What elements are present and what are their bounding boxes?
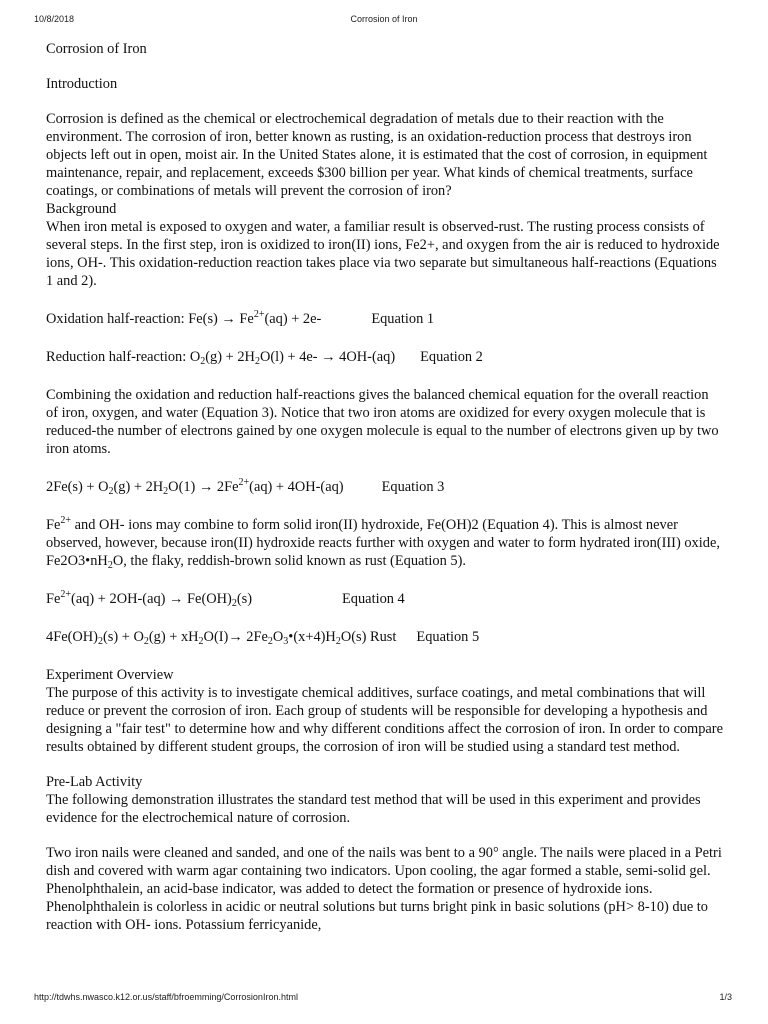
overview-heading: Experiment Overview <box>46 667 174 683</box>
combine-paragraph: Combining the oxidation and reduction half-reactions gives the balanced chemical equation for the overall reaction of iron, oxygen, and water (Equation 3). Notice that two iron atoms are oxidized for every oxygen molecule that is reduced-the number of electrons gained by one oxygen molecule is equal to the number of electrons given up by two iron atoms. <box>46 387 719 457</box>
doc-title: Corrosion of Iron <box>46 41 147 57</box>
equation-2: Reduction half-reaction: $O_2(g) + 2H_2O(l) + 4e- \to 4OH-(aq)$ Equation 2 <box>46 349 483 367</box>
equation-3: $2Fe(s) + O_2(g) + 2H_2O(1) \to 2Fe^{2+}(aq) + 4OH-(aq)$ Equation 3 <box>46 477 445 497</box>
page-footer <box>0 992 768 1008</box>
prelab-paragraph: The following demonstration illustrates the standard test method that will be used in this experiment and provides evidence for the electrochemical nature of corrosion. <box>46 792 701 826</box>
equation-5: $4Fe(OH)_2(s) + O_2(g) + xH_2O(I)\to$ $2Fe_2O_3•(x+4)H_2O(s)$ Rust Equation 5 <box>46 629 480 647</box>
document-body <box>46 40 724 934</box>
overview-paragraph: The purpose of this activity is to investigate chemical additives, surface coatings, and metal combinations that will reduce or prevent the corrosion of iron. Each group of students will be responsible for developing a hypothesis and designing a "fair test" to determine how and why different conditions affect the corrosion of iron. In order to compare results obtained by different student groups, the corrosion of iron will be studied using a standard test method. <box>46 685 723 755</box>
nails-paragraph: Two iron nails were cleaned and sanded, and one of the nails was bent to a 90° angle. The nails were placed in a Petri dish and covered with warm agar containing two indicators. Upon cooling, the agar formed a stable, semi-solid gel. Phenolphthalein, an acid-base indicator, was added to detect the formation or presence of hydroxide ions. Phenolphthalein is colorless in acidic or neutral solutions but turns bright pink in basic solutions (pH> 8-10) due to reaction with OH- ions. Potassium ferricyanide, <box>46 845 722 933</box>
equation-4: $Fe^{2+}(aq) + 2OH-(aq) \to Fe(OH)_2(s)$ Equation 4 <box>46 589 405 609</box>
equation-5-label: Equation 5 <box>416 629 480 645</box>
equation-1-label: Equation 1 <box>371 311 435 327</box>
background-paragraph: When iron metal is exposed to oxygen and water, a familiar result is observed-rust. The rusting process consists of several steps. In the first step, iron is oxidized to iron(II) ions, Fe2+, and oxygen from the air is reduced to hydroxide ions, OH-. This oxidation-reduction reaction takes place via two separate but simultaneous half-reactions (Equations 1 and 2). <box>46 219 720 289</box>
equation-1: Oxidation half-reaction: $Fe(s) \to Fe^{2+}(aq) + 2e-$ Equation 1 <box>46 309 435 327</box>
equation-3-label: Equation 3 <box>381 479 445 495</box>
source-url[interactable]: http://tdwhs.nwasco.k12.or.us/staff/bfroemming/CorrosionIron.html <box>34 992 298 1002</box>
equation-4-label: Equation 4 <box>342 591 405 607</box>
print-title: Corrosion of Iron <box>350 14 418 24</box>
prelab-heading: Pre-Lab Activity <box>46 774 143 790</box>
equation-2-label: Equation 2 <box>420 349 483 365</box>
page-number: 1/3 <box>719 992 732 1002</box>
rust-paragraph: $Fe^{2+}$ and OH- ions may combine to form solid iron(II) hydroxide, Fe(OH)2 (Equation 4). This is almost never observed, however, because iron(II) hydroxide reacts further with oxygen and water to form hydrated iron(III) oxide, $Fe2O3•nH_2O$, the flaky, reddish-brown solid known as rust (Equation 5). <box>46 515 720 571</box>
page-header <box>0 14 768 30</box>
print-date: 10/8/2018 <box>34 14 75 24</box>
intro-heading: Introduction <box>46 76 118 92</box>
intro-paragraph: Corrosion is defined as the chemical or electrochemical degradation of metals due to their reaction with the environment. The corrosion of iron, better known as rusting, is an oxidation-reduction process that destroys iron objects left out in open, moist air. In the United States alone, it is estimated that the cost of corrosion, in equipment maintenance, repair, and replacement, exceeds $300 billion per year. What kinds of chemical treatments, surface coatings, or combinations of metals will prevent the corrosion of iron? <box>46 111 708 199</box>
background-heading: Background <box>46 201 117 217</box>
